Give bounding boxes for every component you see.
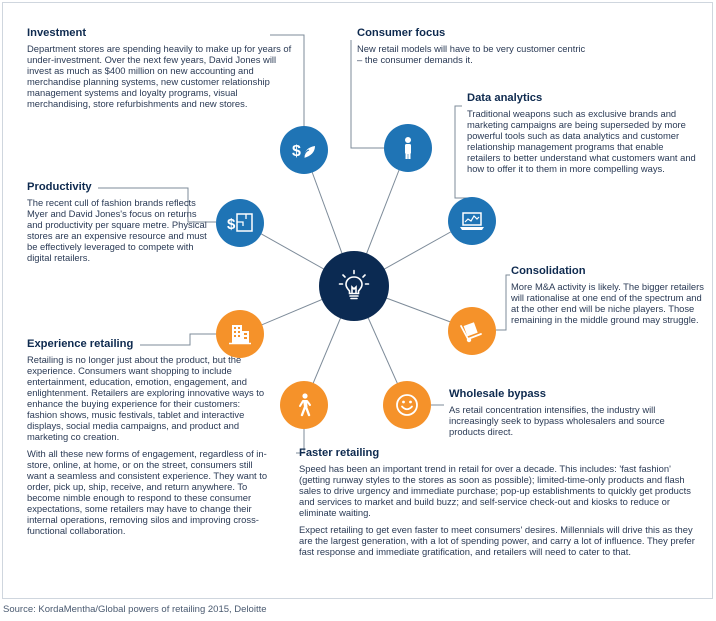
node-consumer-focus	[384, 124, 432, 172]
faster-retailing-text-1: Speed has been an important trend in retail for over a decade. This includes: 'fast fashion' (getting runway styles to the stores as soon as possible); limited-time-only products and flash sales to drive urgency and immediate purchase; pop-up establishments to quickly get products and services to market and build buzz; and self-service check-out and kiosks to reduce or eliminate waiting.	[299, 463, 691, 518]
consolidation-title: Consolidation	[511, 265, 586, 277]
investment-title: Investment	[27, 27, 87, 39]
productivity-text: The recent cull of fashion brands reflects Myer and David Jones's focus on returns and productivity per square metre. Physical stores are an expensive resource and must be effectively leveraged to compete with digital retailers.	[27, 197, 207, 263]
productivity-title: Productivity	[27, 181, 92, 193]
topic-data-analytics	[467, 92, 699, 174]
topic-experience-retailing	[27, 338, 271, 536]
faster-retailing-title: Faster retailing	[299, 447, 380, 459]
svg-text:$: $	[227, 216, 236, 233]
consumer-focus-title: Consumer focus	[357, 27, 446, 39]
experience-retailing-text-1: Retailing is no longer just about the product, but the experience. Consumers want shopping to include entertainment, education, emotion, engagement, and enlightenment. Retailers are exploring innovative ways to enhance the buying experience for their customers: fashion shows, music festivals, tablet and interactive displays, social media campaigns, and product and marketing co creation.	[27, 354, 265, 442]
source-note: Source: KordaMentha/Global powers of retailing 2015, Deloitte	[3, 604, 267, 615]
node-investment	[280, 126, 328, 174]
dollar-plant-icon	[290, 136, 318, 164]
consolidation-text: More M&A activity is likely. The bigger retailers will rationalise at one end of the spectrum and at the other end will be niche players. Those remaining in the middle ground may struggle.	[511, 281, 704, 325]
topic-consolidation	[511, 265, 709, 325]
node-data-analytics	[448, 197, 496, 245]
hub-lightbulb	[319, 251, 389, 321]
topic-investment	[27, 27, 297, 109]
topic-productivity	[27, 181, 213, 263]
consumer-focus-text: New retail models will have to be very customer centric – the consumer demands it.	[357, 43, 586, 65]
topic-faster-retailing	[299, 447, 701, 557]
data-analytics-text: Traditional weapons such as exclusive brands and marketing campaigns are being superseded by more powerful tools such as data analytics and customer relationship management programs that enable retailers to better understand what customers want and how to offer it to them in more compelling ways.	[467, 108, 696, 174]
hand-truck-icon	[458, 317, 486, 345]
person-icon	[394, 134, 422, 162]
faster-retailing-text-2: Expect retailing to get even faster to meet consumers' desires. Millennials will drive this as they are the largest generation, with a lot of spending power, and carry a lot of influence. They prefer fast response and immediate gratification, and retailers will need to cater to that.	[299, 524, 695, 557]
leader-consolidation	[496, 275, 510, 330]
experience-retailing-title: Experience retailing	[27, 338, 134, 350]
smiley-icon	[393, 391, 421, 419]
laptop-chart-icon	[458, 207, 486, 235]
lightbulb-icon	[336, 268, 372, 304]
node-consolidation	[448, 307, 496, 355]
experience-retailing-text-2: With all these new forms of engagement, regardless of in-store, online, at home, or on the street, consumers still want a seamless and consistent experience. They want to order, pick up, ship, receive, and return anywhere. To become nimble enough to respond to these consumer expectations, some retailers may have to change their internal operations, removing silos and improving cross-functional collaboration.	[27, 448, 268, 536]
topic-consumer-focus	[357, 27, 587, 65]
node-productivity	[216, 199, 264, 247]
data-analytics-title: Data analytics	[467, 92, 543, 104]
walking-person-icon	[290, 391, 318, 419]
wholesale-bypass-text: As retail concentration intensifies, the industry will increasingly seek to bypass wholesalers and source products direct.	[449, 404, 665, 437]
node-faster-retailing	[280, 381, 328, 429]
wholesale-bypass-title: Wholesale bypass	[449, 388, 546, 400]
dollar-floorplan-icon	[226, 209, 254, 237]
svg-text:$: $	[292, 143, 301, 160]
topic-wholesale-bypass	[449, 388, 701, 437]
node-wholesale-bypass	[383, 381, 431, 429]
investment-text: Department stores are spending heavily to make up for years of under-investment. Over the next few years, David Jones will invest as much as $400 million on new accounting and merchandise planning systems, new customer relationship management systems and loyalty programs, visual merchandising, store refurbishments and new stores.	[27, 43, 292, 109]
